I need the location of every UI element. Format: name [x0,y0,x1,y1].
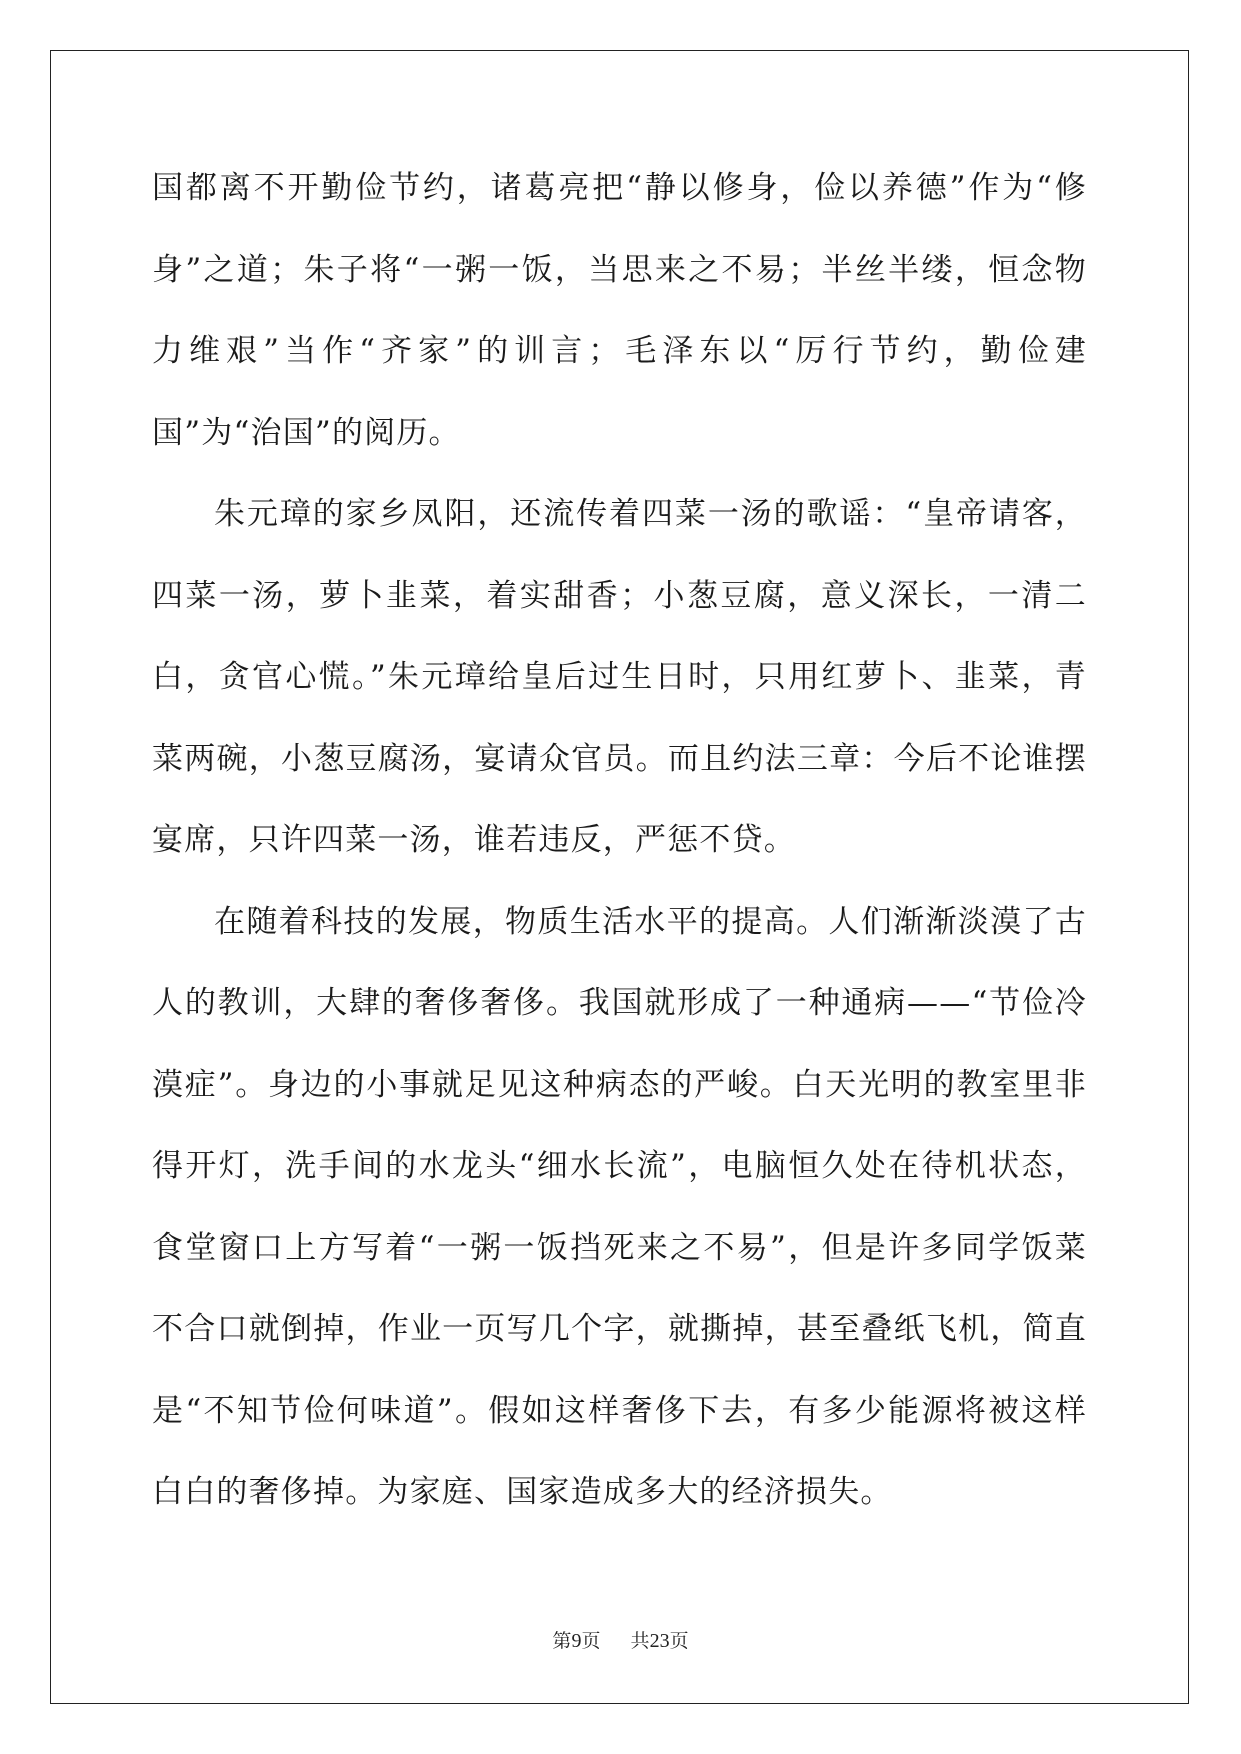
paragraph: 朱元璋的家乡凤阳，还流传着四菜一汤的歌谣：“皇帝请客，四菜一汤，萝卜韭菜，着实甜香；小葱豆腐，意义深长，一清二白，贪官心慌。”朱元璋给皇后过生日时，只用红萝卜、韭菜，青菜两碗，小葱豆腐汤，宴请众官员。而且约法三章：今后不论谁摆宴席，只许四菜一汤，谁若违反，严惩不贷。 [152,496,1087,858]
total-pages: 23 [649,1630,670,1652]
paragraph: 在随着科技的发展，物质生活水平的提高。人们渐渐淡漠了古人的教训，大肆的奢侈奢侈。我国就形成了一种通病——“节俭冷漠症”。身边的小事就足见这种病态的严峻。白天光明的教室里非得开灯，洗手间的水龙头“细水长流”，电脑恒久处在待机状态，食堂窗口上方写着“一粥一饭挡死来之不易”，但是许多同学饭菜不合口就倒掉，作业一页写几个字，就撕掉，甚至叠纸飞机，简直是“不知节俭何味道”。假如这样奢侈下去，有多少能源将被这样白白的奢侈掉。为家庭、国家造成多大的经济损失。 [152,903,1087,1510]
paragraph: 国都离不开勤俭节约，诸葛亮把“静以修身，俭以养德”作为“修身”之道；朱子将“一粥一饭，当思来之不易；半丝半缕，恒念物力维艰”当作“齐家”的训言；毛泽东以“厉行节约，勤俭建国”为“治国”的阅历。 [152,170,1087,451]
page-label-prefix: 第 [552,1630,572,1652]
document-body [152,148,1087,1534]
total-label-prefix: 共 [630,1630,650,1652]
page-footer [0,1626,1241,1653]
total-label-suffix: 页 [669,1630,689,1652]
page-number: 9 [571,1630,582,1652]
page-label-suffix: 页 [581,1630,601,1652]
